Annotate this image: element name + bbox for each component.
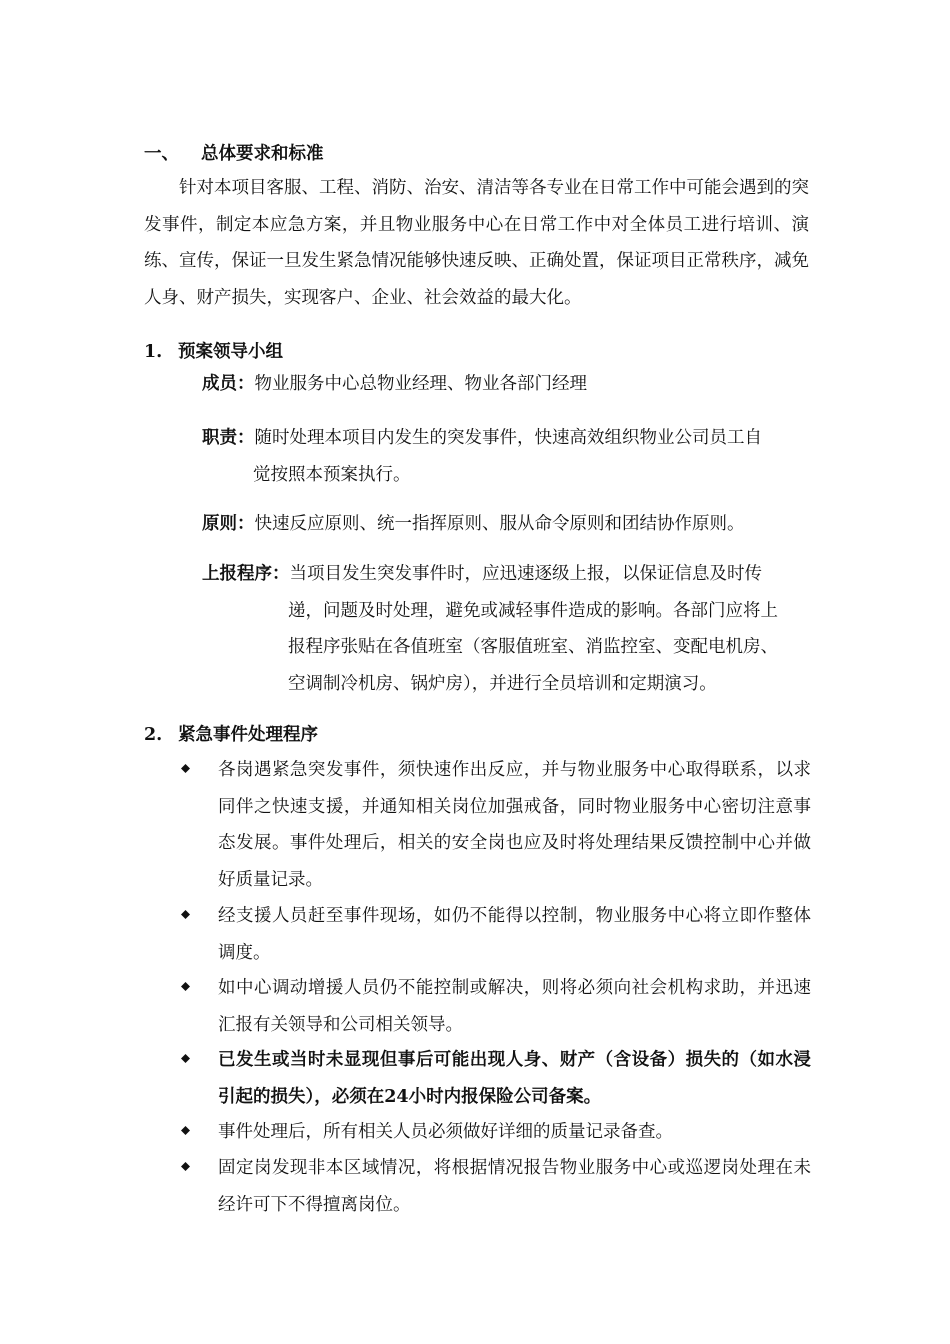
principle-term: 原则：	[202, 514, 255, 534]
principle-definition	[202, 506, 812, 543]
list-item	[181, 1150, 811, 1223]
report-line: 空调制冷机房、锅炉房），并进行全员培训和定期演习。	[288, 673, 717, 694]
item2-number: 2.	[144, 725, 163, 745]
section-title: 总体要求和标准	[201, 144, 324, 164]
list-item-text	[218, 752, 811, 898]
diamond-bullet-icon	[181, 1054, 190, 1063]
list-item	[181, 1042, 811, 1115]
intro-line: 培训、演练、宣传，保证一旦发生紧急情况能够快速反映、正确处置，保证项目正	[144, 214, 810, 271]
list-item-line: 各岗遇紧急突发事件，须快速作出反应，并与物业服务中心取得联系，以	[218, 760, 794, 780]
diamond-bullet-icon	[181, 910, 190, 919]
principle-text: 快速反应原则、统一指挥原则、服从命令原则和团结协作原则。	[254, 514, 745, 534]
list-item-line: 事件处理后，所有相关人员必须做好详细的质量记录备查。	[218, 1122, 673, 1142]
list-item-text	[218, 898, 811, 971]
diamond-bullet-icon	[181, 1162, 190, 1171]
list-item-line: 整体调度。	[218, 906, 811, 963]
members-definition	[202, 366, 812, 403]
item1-title: 预案领导小组	[178, 342, 283, 362]
item1-number: 1.	[144, 342, 163, 362]
list-item-line: 固定岗发现非本区域情况，将根据情况报告物业服务中心或巡逻岗处理	[218, 1158, 776, 1178]
members-text: 物业服务中心总物业经理、物业各部门经理	[254, 374, 587, 394]
report-term: 上报程序：	[202, 564, 290, 584]
duty-line: 随时处理本项目内发生的突发事件，快速高效组织物业公司员工自	[254, 428, 762, 448]
list-item-line: 在未经许可下不得擅离岗位。	[218, 1158, 811, 1215]
list-item-text	[218, 1114, 811, 1151]
report-first-line	[202, 556, 812, 593]
list-item-line: 制中心并做好质量记录。	[218, 833, 811, 890]
intro-line: 常秩序，减免人身、财产损失，实现客户、企业、社会效益的最大化。	[144, 251, 809, 308]
diamond-bullet-icon	[181, 1126, 190, 1135]
duty-definition	[202, 420, 812, 493]
report-line: 当项目发生突发事件时，应迅速逐级上报，以保证信息及时传	[289, 564, 762, 584]
list-item-line: 如中心调动增援人员仍不能控制或解决，则将必须向社会机构求助，并	[218, 978, 776, 998]
duty-line: 觉按照本预案执行。	[253, 464, 411, 485]
diamond-bullet-icon	[181, 764, 190, 773]
list-item-line: 求同伴之快速支援，并通知相关岗位加强戒备，同时物业服务中心密切	[218, 760, 811, 817]
list-item-line: 注意事态发展。事件处理后，相关的安全岗也应及时将处理结果反馈控	[218, 796, 811, 853]
diamond-bullet-icon	[181, 982, 190, 991]
section-number: 一、	[144, 144, 179, 164]
list-item-line: 浸引起的损失），必须在24小时内报保险公司备案。	[218, 1050, 811, 1107]
list-item	[181, 752, 811, 898]
intro-line: 针对本项目客服、工程、消防、治安、清洁等各专业在日常工作中可能会遇到	[179, 178, 774, 198]
list-item-line: 经支援人员赶至事件现场，如仍不能得以控制，物业服务中心将立即作	[218, 906, 776, 926]
report-procedure-definition	[202, 556, 812, 702]
list-item-text	[218, 970, 811, 1043]
list-item-line: 已发生或当时未显现但事后可能出现人身、财产（含设备）损失的（如水	[218, 1050, 794, 1070]
report-line: 报程序张贴在各值班室（客服值班室、消监控室、变配电机房、	[288, 637, 778, 657]
item2-title: 紧急事件处理程序	[178, 725, 318, 745]
intro-line: 的突发事件，制定本应急方案，并且物业服务中心在日常工作中对全体员工进行	[144, 178, 809, 235]
members-term: 成员：	[202, 374, 255, 394]
list-item-line: 迅速汇报有关领导和公司相关领导。	[218, 978, 811, 1035]
report-line: 递，问题及时处理，避免或减轻事件造成的影响。各部门应将上	[288, 600, 778, 621]
list-item-text	[218, 1042, 811, 1115]
list-item	[181, 898, 811, 971]
duty-term: 职责：	[202, 428, 255, 448]
list-item	[181, 970, 811, 1043]
list-item	[181, 1114, 811, 1151]
list-item-text	[218, 1150, 811, 1223]
intro-paragraph	[144, 170, 809, 316]
